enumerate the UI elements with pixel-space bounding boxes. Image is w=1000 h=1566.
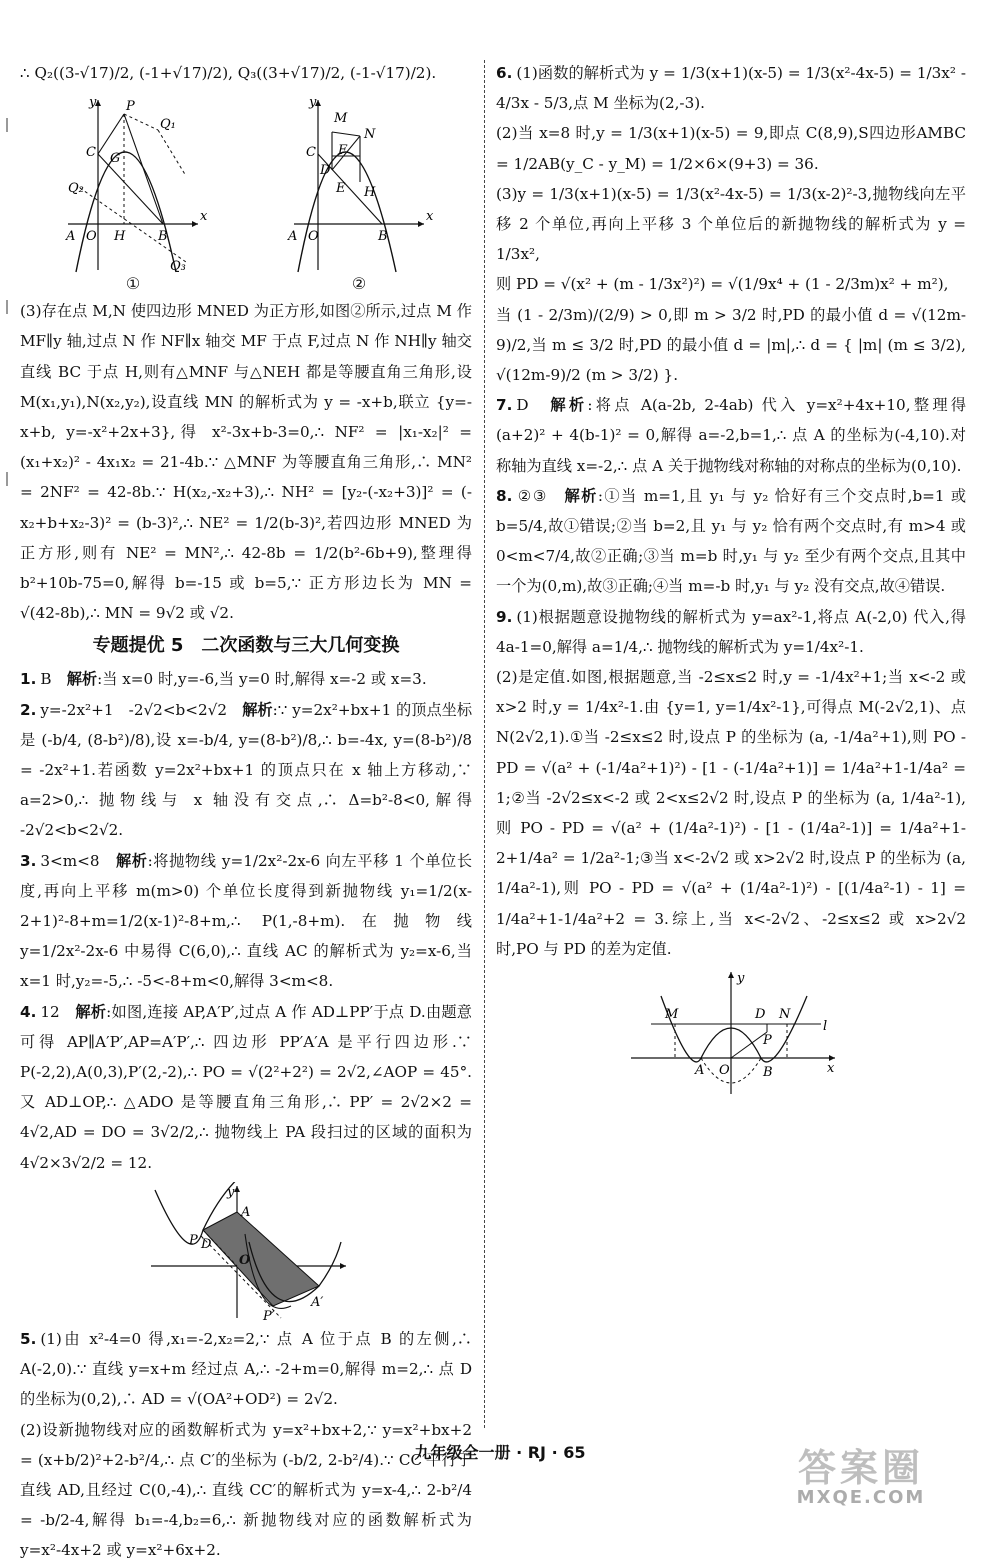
left-column bbox=[20, 58, 472, 1566]
label-B: B bbox=[158, 229, 168, 245]
right-column bbox=[496, 58, 966, 1100]
margin-mark bbox=[6, 118, 8, 132]
label-x: x bbox=[426, 209, 434, 225]
q5-part1: (1)由 x²-4=0 得,x₁=-2,x₂=2,∵ 点 A 位于点 B 的左侧,∴ A(-2,0).∵ 直线 y=x+m 经过点 A,∴ -2+m=0,解得 m=2,∴ 点 D 的坐标为(0,2),∴ AD = √(OA²+OD²) = 2√2. bbox=[20, 1329, 472, 1409]
label-B: B bbox=[378, 229, 388, 245]
answer-item-6 bbox=[496, 58, 966, 118]
analysis-label: 解析 bbox=[66, 670, 98, 689]
q6-part1: (1)函数的解析式为 y = 1/3(x+1)(x-5) = 1/3(x²-4x-5) = 1/3x² - 4/3x - 5/3,点 M 坐标为(2,-3). bbox=[496, 64, 966, 113]
figure-2 bbox=[284, 92, 434, 294]
q6-part3: (3)y = 1/3(x+1)(x-5) = 1/3(x²-4x-5) = 1/3(x-2)²-3,抛物线向左平移 2 个单位,再向上平移 3 个单位后的新抛物线的解析式为 y = 1/3x², bbox=[496, 184, 966, 264]
label-D: D bbox=[755, 1007, 766, 1023]
watermark-en: MXQE.COM bbox=[796, 1487, 926, 1508]
margin-mark bbox=[6, 300, 8, 314]
answer-value: D bbox=[516, 396, 529, 415]
analysis-label: 解析 bbox=[75, 1002, 107, 1021]
answer-item bbox=[20, 695, 472, 846]
answer-item bbox=[20, 664, 472, 694]
label-A: A bbox=[695, 1063, 705, 1079]
analysis-label: 解析 bbox=[564, 486, 598, 505]
figure-1-label: ① bbox=[125, 274, 141, 294]
label-A: A bbox=[241, 1204, 251, 1220]
answer-item-5 bbox=[20, 1324, 472, 1415]
answer-item-9 bbox=[496, 602, 966, 662]
answer-value: y=-2x²+1 -2√2<b<2√2 bbox=[40, 700, 227, 719]
answer-number: 4. bbox=[20, 1002, 37, 1021]
label-O: O bbox=[86, 229, 97, 245]
analysis-text: :将抛物线 y=1/2x²-2x-6 向左平移 1 个单位长度,再向上平移 m(m>0) 个单位长度得到新抛物线 y₁=1/2(x-2+1)²-8+m=1/2(x-1)²-8+m,∴ P(1,-8+m).在抛物线 y=1/2x²-2x-6 中易得 C(6,0),∴ 直线 AC 的解析式为 y₂=x-6,当 x=1 时,y₂=-5,∴ -5<-8+m<0,解得 3<m<8. bbox=[20, 851, 473, 991]
figure-1-graph bbox=[58, 92, 208, 274]
answer-item bbox=[496, 481, 966, 602]
watermark-cn: 答案圈 bbox=[797, 1446, 924, 1490]
answer-number: 9. bbox=[496, 607, 513, 626]
label-y: y bbox=[227, 1184, 235, 1200]
label-N: N bbox=[364, 127, 376, 143]
label-y: y bbox=[89, 95, 97, 111]
answer-number: 7. bbox=[496, 396, 513, 415]
label-A: A bbox=[288, 229, 298, 245]
label-H: H bbox=[364, 185, 376, 201]
answer-number: 6. bbox=[496, 64, 513, 82]
label-D: D bbox=[201, 1236, 212, 1252]
answer-value: 3<m<8 bbox=[40, 851, 100, 870]
label-Q3: Q₃ bbox=[170, 259, 186, 275]
label-O: O bbox=[719, 1063, 730, 1079]
label-M: M bbox=[665, 1007, 679, 1023]
label-H: H bbox=[114, 229, 126, 245]
margin-mark bbox=[6, 472, 8, 486]
q-part3-solution: (3)存在点 M,N 使四边形 MNED 为正方形,如图②所示,过点 M 作 MF∥y 轴,过点 N 作 NF∥x 轴交 MF 于点 F,过点 N 作 NH∥y 轴交直线 BC 于点 H,则有△MNF 与△NEH 都是等腰直角三角形,设 M(x₁,y₁),N(x₂,y₂),设直线 MN 的解析式为 y = -x+b,联立 {y=-x+b, y=-x²+2x+3},得 x²-3x+b-3=0,∴ NF² = |x₁-x₂|² = (x₁+x₂)² - 4x₁x₂ = 21-4b.∵ △MNF 为等腰直角三角形,∴ MN² = 2NF² = 42-8b.∵ H(x₂,-x₂+3),∴ NH² = [y₂-(-x₂+3)]² = (-x₂+b+x₂-3)² = (b-3)²,∴ NE² = 1/2(b-3)²,若四边形 MNED 为正方形,则有 NE² = MN²,∴ 42-8b = 1/2(b²-6b+9),整理得 b²+10b-75=0,解得 b=-15 或 b=5,∵ 正方形边长为 MN = √(42-8b),∴ MN = 9√2 或 √2. bbox=[20, 302, 472, 623]
answer-number: 5. bbox=[20, 1329, 37, 1348]
label-M: M bbox=[334, 111, 348, 127]
analysis-label: 解析 bbox=[242, 700, 273, 719]
q6-part2: (2)当 x=8 时,y = 1/3(x+1)(x-5) = 9,即点 C(8,9),S四边形AMBC = 1/2AB(y_C - y_M) = 1/2×6×(9+3) = 36. bbox=[496, 124, 966, 173]
label-A: A bbox=[66, 229, 76, 245]
analysis-text: :如图,连接 AP,A′P′,过点 A 作 AD⊥PP′于点 D.由题意可得 AP∥A′P′,AP=A′P′,∴ 四边形 PP′A′A 是平行四边形.∵ P(-2,2),A(0,3),P′(2,-2),∴ PO = √(2²+2²) = 2√2,∠AOP = 45°.又 AD⊥OP,∴ △ADO 是等腰直角三角形,∴ PP′ = 2√2×2 = 4√2,AD = DO = 3√2/2,∴ 抛物线上 PA 段扫过的区域的面积为 4√2×3√2/2 = 12. bbox=[20, 1002, 472, 1172]
label-N: N bbox=[779, 1007, 791, 1023]
q6-part3-pd: 则 PD = √(x² + (m - 1/3x²)²) = √(1/9x⁴ + (1 - 2/3m)x² + m²), bbox=[496, 275, 949, 294]
label-Q1: Q₁ bbox=[160, 117, 176, 133]
label-O: O bbox=[239, 1252, 251, 1268]
answer-item bbox=[496, 390, 966, 481]
figure-row-1-2 bbox=[20, 92, 472, 294]
answer-number: 2. bbox=[20, 700, 37, 719]
q2-coordinates: ∴ Q₂((3-√17)/2, (-1+√17)/2), Q₃((3+√17)/2, (-1-√17)/2). bbox=[20, 64, 437, 82]
answer-number: 3. bbox=[20, 851, 37, 870]
analysis-text: :当 x=0 时,y=-6,当 y=0 时,解得 x=-2 或 x=3. bbox=[97, 670, 427, 689]
answer-item bbox=[20, 846, 472, 997]
figure-2-graph bbox=[284, 92, 434, 274]
q9-part1: (1)根据题意设抛物线的解析式为 y=ax²-1,将点 A(-2,0) 代入,得 4a-1=0,解得 a=1/4,∴ 抛物线的解析式为 y=1/4x²-1. bbox=[496, 607, 966, 656]
label-C: C bbox=[306, 145, 316, 161]
column-divider bbox=[484, 60, 485, 1428]
label-F: F bbox=[338, 143, 348, 159]
answer-number: 1. bbox=[20, 670, 37, 689]
label-P-prime: P′ bbox=[263, 1308, 275, 1322]
figure-2-label: ② bbox=[351, 274, 367, 294]
analysis-label: 解析 bbox=[550, 396, 588, 415]
analysis-text: :①当 m=1,且 y₁ 与 y₂ 恰好有三个交点时,b=1 或 b=5/4,故①错误;②当 b=2,且 y₁ 与 y₂ 恰有两个交点时,有 m>4 或 0<m<7/4,故②正确;③当 m=b 时,y₁ 与 y₂ 至少有两个交点,且其中一个为(0,m),故③正确;④当 m=-b 时,y₁ 与 y₂ 没有交点,故④错误. bbox=[496, 486, 967, 596]
label-E: E bbox=[336, 181, 346, 197]
label-x: x bbox=[200, 209, 208, 225]
answer-value: ②③ bbox=[516, 486, 548, 505]
figure-4-graph bbox=[621, 968, 841, 1098]
figure-1 bbox=[58, 92, 208, 294]
figure-row-3 bbox=[20, 1182, 472, 1322]
label-Q2: Q₂ bbox=[68, 181, 84, 197]
watermark-logo bbox=[746, 1448, 976, 1508]
label-C: C bbox=[86, 145, 96, 161]
label-P: P bbox=[189, 1232, 198, 1248]
analysis-text: :将点 A(a-2b, 2-4ab) 代入 y=x²+4x+10,整理得 (a+2)² + 4(b-1)² = 0,解得 a=-2,b=1,∴ 点 A 的坐标为(-4,10).对称轴为直线 x=-2,∴ 点 A 关于抛物线对称轴的对称点的坐标为(0,10). bbox=[496, 396, 967, 475]
q6-part3-min: 当 (1 - 2/3m)/(2/9) > 0,即 m > 3/2 时,PD 的最小值 d = √(12m-9)/2,当 m ≤ 3/2 时,PD 的最小值 d = |m|,∴ d = { |m| (m ≤ 3/2), √(12m-9)/2 (m > 3/2) }. bbox=[496, 305, 966, 385]
label-y: y bbox=[309, 95, 317, 111]
label-x: x bbox=[827, 1061, 835, 1077]
label-O: O bbox=[308, 229, 319, 245]
figure-3-graph bbox=[141, 1182, 351, 1322]
q5-part2: (2)设新抛物线对应的函数解析式为 y=x²+bx+2,∵ y=x²+bx+2 = (x+b/2)²+2-b²/4,∴ 点 C′的坐标为 (-b/2, 2-b²/4).∵ CC′平行于直线 AD,且经过 C(0,-4),∴ 直线 CC′的解析式为 y=x-4,∴ 2-b²/4 = -b/2-4,解得 b₁=-4,b₂=6,∴ 新抛物线对应的函数解析式为 y=x²-4x+2 或 y=x²+6x+2. bbox=[20, 1420, 472, 1560]
page-footer: 九年级全一册 · RJ · 65 bbox=[414, 1443, 586, 1462]
answer-value: 12 bbox=[40, 1002, 60, 1021]
label-P: P bbox=[763, 1033, 772, 1049]
answer-value: B bbox=[40, 670, 52, 689]
answer-item bbox=[20, 997, 472, 1178]
label-G: G bbox=[110, 151, 121, 167]
label-D: D bbox=[320, 163, 331, 179]
label-l: l bbox=[823, 1019, 828, 1035]
label-P: P bbox=[126, 99, 135, 115]
label-A-prime: A′ bbox=[311, 1294, 324, 1310]
answer-number: 8. bbox=[496, 486, 513, 505]
q9-part2: (2)是定值.如图,根据题意,当 -2≤x≤2 时,y = -1/4x²+1;当 x<-2 或 x>2 时,y = 1/4x²-1.由 {y=1, y=1/4x²-1},可得点 M(-2√2,1)、点 N(2√2,1).①当 -2≤x≤2 时,设点 P 的坐标为 (a, -1/4a²+1),则 PO - PD = √(a² + (-1/4a²+1)²) - [1 - (-1/4a²+1)] = 1/4a²+1-1/4a² = 1;②当 -2√2≤x<-2 或 2<x≤2√2 时,设点 P 的坐标为 (a, 1/4a²-1),则 PO - PD = √(a² + (1/4a²-1)²) - [1 - (1/4a²-1)] = 1/4a²+1-2+1/4a² = 1/2a²-1;③当 x<-2√2 或 x>2√2 时,设点 P 的坐标为 (a, 1/4a²-1),则 PO - PD = √(a² + (1/4a²-1)²) - [(1/4a²-1) - 1] = 1/4a²+1-1/4a²+2 = 3.综上,当 x<-2√2、-2≤x≤2 或 x>2√2 时,PO 与 PD 的差为定值. bbox=[496, 668, 966, 958]
analysis-label: 解析 bbox=[115, 851, 148, 870]
section-title: 专题提优 5 二次函数与三大几何变换 bbox=[92, 635, 400, 657]
label-y: y bbox=[737, 971, 745, 987]
analysis-text: :∵ y=2x²+bx+1 的顶点坐标是 (-b/4, (8-b²)/8),设 x=-b/4, y=(8-b²)/8,∴ b=-4x, y=(8-b²)/8 = -2x²+1.若函数 y=2x²+bx+1 的顶点只在 x 轴上方移动,∵ a=2>0,∴ 抛物线与 x 轴没有交点,∴ Δ=b²-8<0,解得 -2√2<b<2√2. bbox=[20, 700, 473, 840]
label-B: B bbox=[763, 1065, 773, 1081]
figure-row-4 bbox=[496, 968, 966, 1098]
